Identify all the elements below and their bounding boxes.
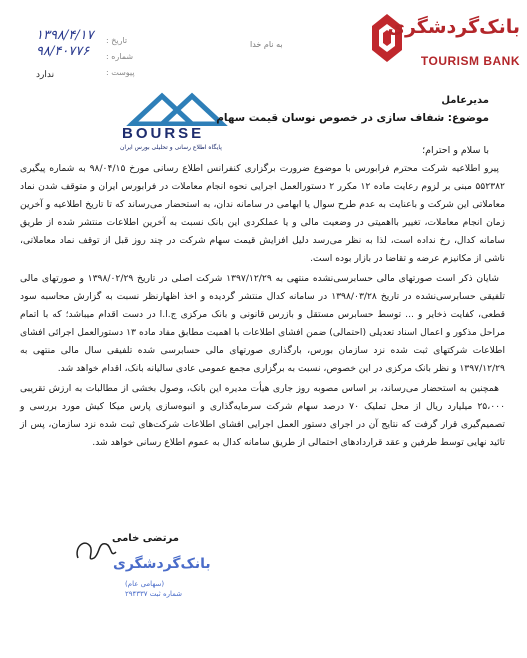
date-value: ۱۳۹۸/۴/۱۷: [36, 28, 94, 43]
stamp-registration: شماره ثبت ۲۹۴۳۳۷: [125, 590, 183, 598]
letter-meta: [36, 24, 146, 84]
basmala: به نام خدا: [250, 40, 283, 49]
signatory-name: مرتضی خامی: [112, 533, 179, 544]
greeting: با سلام و احترام؛: [422, 145, 489, 156]
bank-name-persian: بانک‌گردشگری: [387, 16, 520, 38]
stamp-company-type: (سهامی عام): [125, 580, 165, 588]
paragraph-3: همچنین به استحضار می‌رساند، بر اساس مصوبه روز جاری هیأت مدیره این بانک، وصول بخشی از مطالبات به ارزش تقریبی ۲۵،۰۰۰ میلیارد ریال از محل تملیک ۷۰ درصد سهام شرکت سرمایه‌گذاری و انبوه‌سازی پارس میکا کیش مورد بررسی و تصمیم‌گیری قرار گرفت که نتایج آن در اجرای دستور العمل اجرایی افشای اطلاعات شرکت‌های ثبت شده نزد سازمان، پس از تائید نهایی توسط طرفین و عقد قراردادهای احتمالی از طریق سامانه کدال به عموم اطلاع رسانی خواهد شد.: [20, 383, 505, 448]
paragraph-1: پیرو اطلاعیه شرکت محترم فرابورس با موضوع ضرورت برگزاری کنفرانس اطلاع رسانی مورخ ۹۸/۰۴/۱۵ به شماره پیگیری ۵۵۲۳۸۲ مبنی بر لزوم رعایت ماده ۱۲ مکرر ۲ دستورالعمل اجرایی نحوه انجام معاملات در فرابورس ایران و متوقف شدن نماد معاملاتی این شرکت و باعنایت به عدم طرح سوال یا ابهامی در سامانه ندان، به استحضار می‌رساند که تا تاریخ اطلاعیه و آخرین زمان انجام معاملات، تغییر بااهمیتی در وضعیت مالی و یا عملکردی این بانک نسبت به آخرین اطلاعات منتشر شده از طریق سامانه کدال، رخ نداده است، لذا به نظر می‌رسد دلیل افزایش قیمت سهام شرکت در چند روز قبل از توقف نماد معاملاتی، ناشی از مکانیزم عرضه و تقاضا در بازار بوده است.: [20, 163, 505, 264]
date-label: تاریخ :: [106, 36, 128, 45]
recipient: مدیرعامل: [441, 95, 489, 106]
bourse-word: BOURSE: [122, 125, 205, 142]
letter-body: [20, 160, 505, 454]
stamp-bank-name: بانک‌گردشگری: [113, 556, 211, 572]
subject-line: موضوع: شفاف سازی در خصوص نوسان قیمت سهام: [216, 112, 489, 124]
bank-name-english: TOURISM BANK: [420, 54, 520, 68]
attachment-value: ندارد: [36, 70, 55, 80]
tourism-bank-logo: [370, 10, 520, 80]
bourse-subtitle: پایگاه اطلاع رسانی و تحلیلی بورس ایران: [120, 144, 222, 151]
company-stamp: [113, 550, 211, 620]
paragraph-2: شایان ذکر است صورتهای مالی حسابرسی‌نشده منتهی به ۱۳۹۷/۱۲/۲۹ شرکت اصلی در تاریخ ۱۳۹۸/۰۲/۲۹ و صورتهای مالی تلفیقی حسابرسی‌نشده در تاریخ ۱۳۹۸/۰۳/۲۸ در سامانه کدال منتشر گردیده و اخذ اظهارنظر نسبت به گزارش محاسبه سود قطعی، کفایت ذخایر و ... توسط حسابرس مستقل و بازرس قانونی و بانک مرکزی ج.ا.ا در دست اقدام میباشد؛ که با اتمام مراحل مذکور و اعمال اسناد تعدیلی (احتمالی) ضمن افشای اطلاعات با اهمیت مطابق مفاد ماده ۱۳ دستورالعمل اجرائی افشای اطلاعات شرکتهای ثبت شده نزد سازمان بورس، بارگذاری صورتهای مالی حسابرسی شده تلفیقی سال مالی منتهی به ۱۳۹۷/۱۲/۲۹ و نظر بانک مرکزی در این خصوص، نسبت به برگزاری مجمع عمومی عادی سالیانه بانک، اقدام خواهد شد.: [20, 273, 505, 374]
attachment-label: پیوست :: [106, 68, 135, 77]
number-label: شماره :: [106, 52, 134, 61]
number-value: ۹۸/۴۰۷۷۶: [36, 44, 90, 59]
